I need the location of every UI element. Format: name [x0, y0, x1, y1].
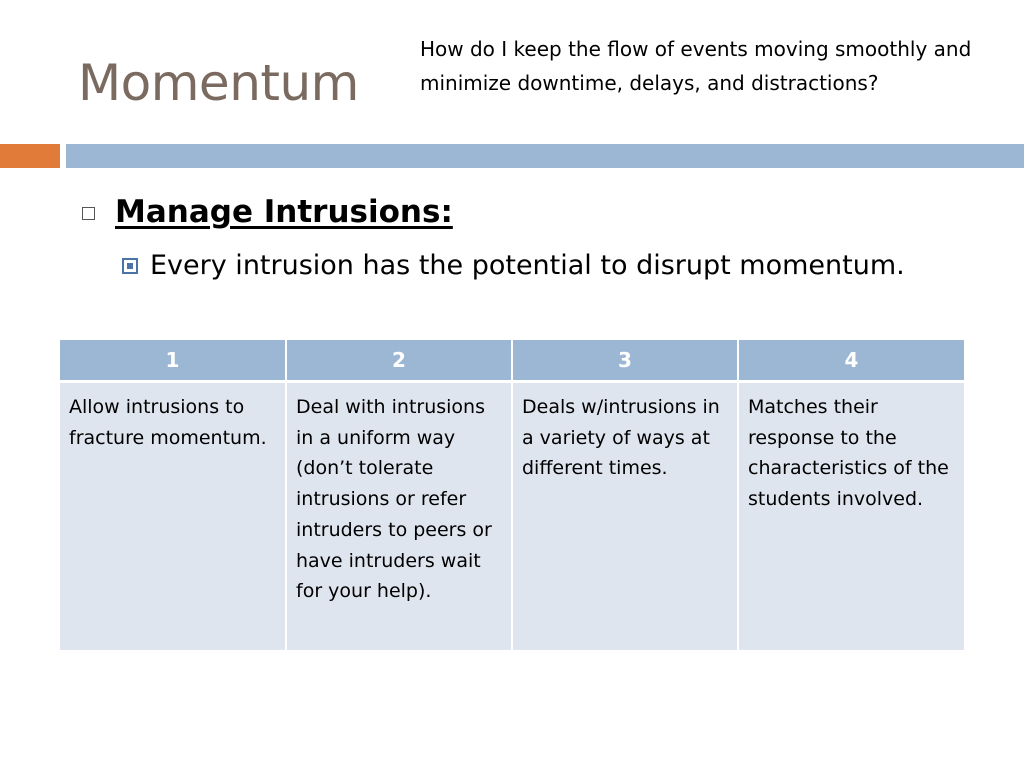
square-bullet-icon: [82, 207, 95, 220]
slide-subtitle: How do I keep the flow of events moving smoothly and minimize downtime, delays, and distractions?: [420, 37, 972, 95]
column-header-4: 4: [738, 340, 964, 382]
sub-bullet-text: Every intrusion has the potential to disrupt momentum.: [150, 250, 905, 281]
column-header-2: 2: [286, 340, 512, 382]
table-row: [60, 382, 964, 650]
table-cell-4: Matches their response to the characteristics of the students involved.: [738, 382, 964, 650]
slide-title: Momentum: [78, 54, 359, 112]
filled-square-bullet-icon: [122, 258, 138, 274]
sub-bullet: [122, 250, 905, 281]
bullet-manage-intrusions: [82, 194, 453, 230]
column-header-1: 1: [60, 340, 286, 382]
table-cell-3: Deals w/intrusions in a variety of ways at different times.: [512, 382, 738, 650]
rubric-table: [60, 340, 964, 650]
accent-bar-orange: [0, 144, 60, 168]
table-header-row: [60, 340, 964, 382]
accent-bar-blue: [66, 144, 1024, 168]
section-heading: Manage Intrusions:: [115, 194, 453, 230]
column-header-3: 3: [512, 340, 738, 382]
table-cell-1: Allow intrusions to fracture momentum.: [60, 382, 286, 650]
table-cell-2: Deal with intrusions in a uniform way (don’t tolerate intrusions or refer intruders to peers or have intruders wait for your help).: [286, 382, 512, 650]
